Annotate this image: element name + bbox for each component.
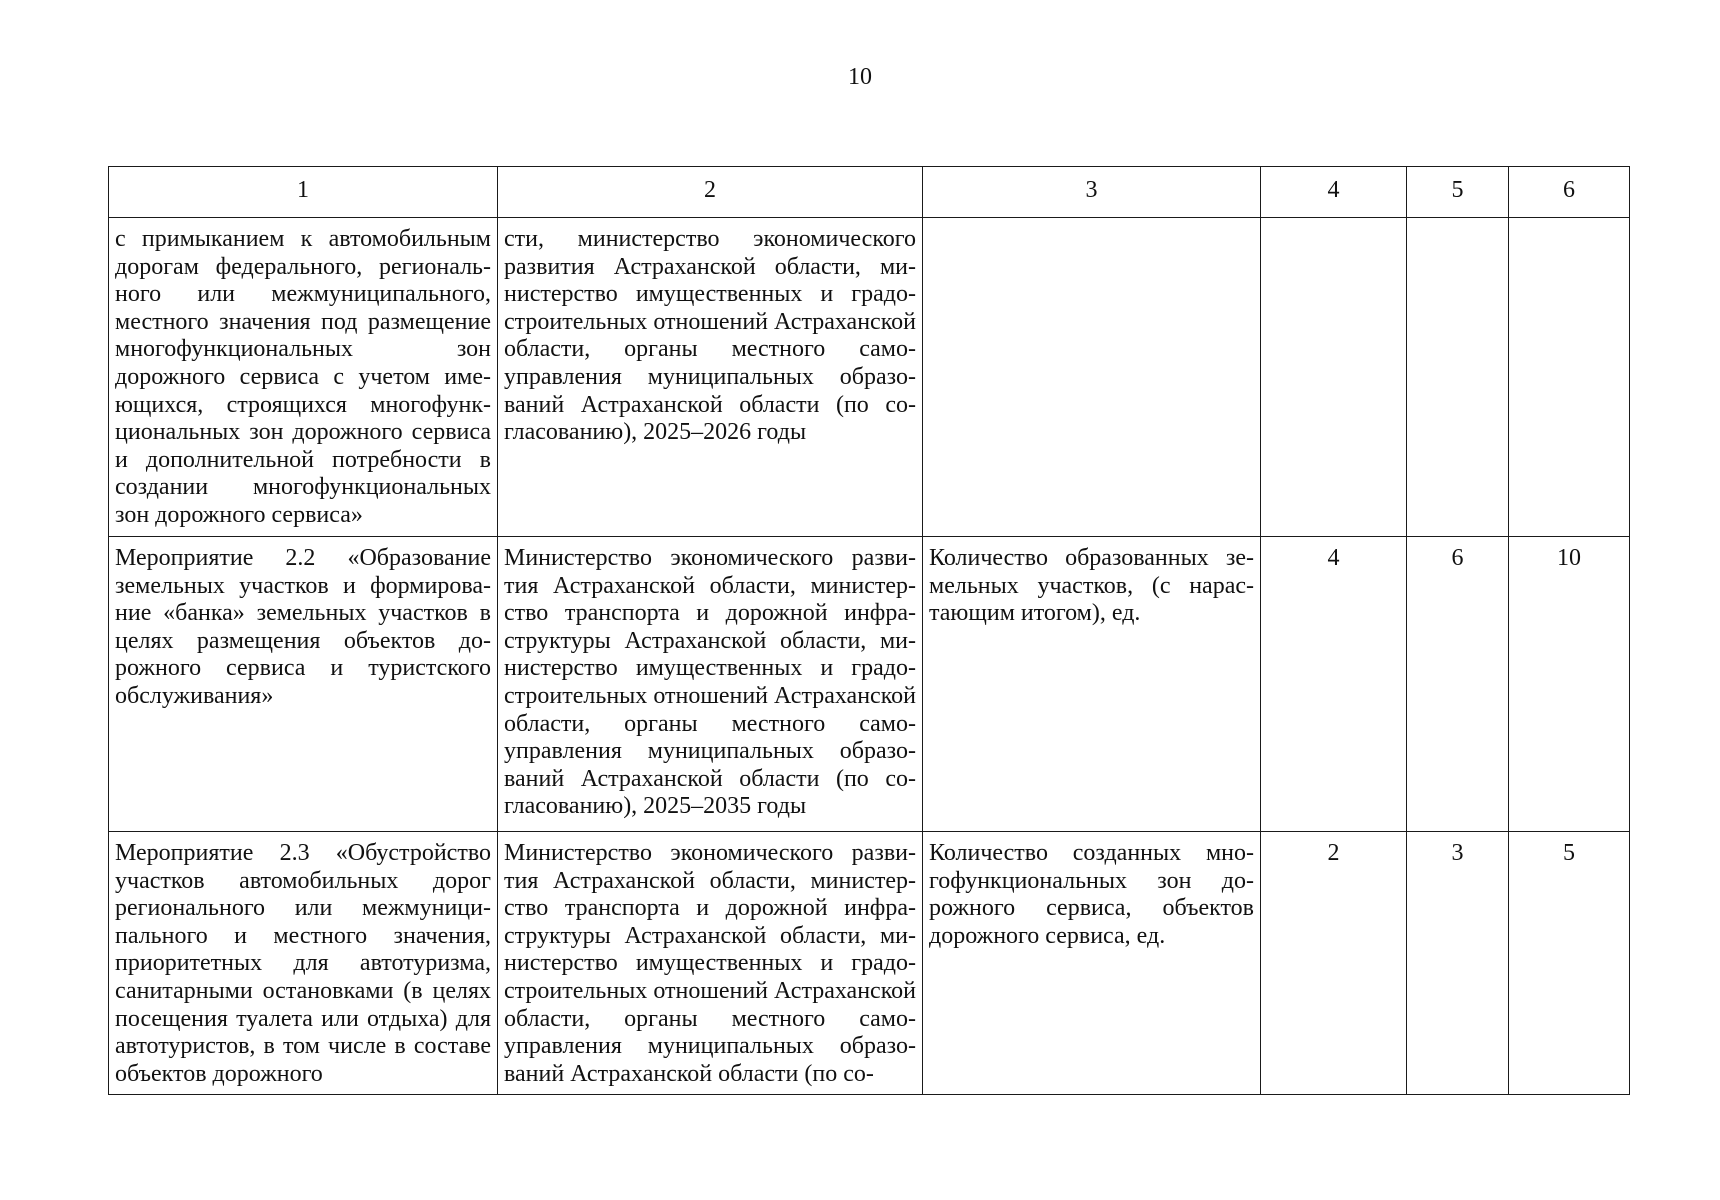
- column-header-2: 2: [498, 167, 923, 218]
- value-cell-4: [1261, 218, 1407, 537]
- value-cell-6: 10: [1509, 537, 1630, 832]
- column-header-1: 1: [109, 167, 498, 218]
- value-cell-4: 2: [1261, 832, 1407, 1095]
- responsible-cell: сти, министерство экономического развития Астраханской области, министерство имущественных и градостроительных отношений Астраханской области, органы местного самоуправления муниципальных образований Астраханской области (по согласованию), 2025–2026 годы: [498, 218, 923, 537]
- measure-name-cell: Мероприятие 2.3 «Обустройство участков автомобильных дорог регионального или межмуниципального и местного значения, приоритетных для автотуризма, санитарными остановками (в целях посещения туалета или отдыха) для автотуристов, в том числе в составе объектов дорожного: [109, 832, 498, 1095]
- table-row: [109, 537, 1630, 832]
- page-number: 10: [848, 64, 872, 90]
- value-cell-5: 6: [1407, 537, 1509, 832]
- column-header-4: 4: [1261, 167, 1407, 218]
- value-cell-4: 4: [1261, 537, 1407, 832]
- value-cell-5: [1407, 218, 1509, 537]
- value-cell-6: [1509, 218, 1630, 537]
- indicator-cell: Количество образованных земельных участков, (с нарастающим итогом), ед.: [923, 537, 1261, 832]
- table-header-row: [109, 167, 1630, 218]
- measure-name-cell: Мероприятие 2.2 «Образование земельных участков и формирование «банка» земельных участков в целях размещения объектов дорожного сервиса и туристского обслуживания»: [109, 537, 498, 832]
- value-cell-5: 3: [1407, 832, 1509, 1095]
- table-row: [109, 832, 1630, 1095]
- indicator-cell: [923, 218, 1261, 537]
- table-row: [109, 218, 1630, 537]
- value-cell-6: 5: [1509, 832, 1630, 1095]
- measure-name-cell: с примыканием к автомобильным дорогам федерального, регионального или межмуниципального, местного значения под размещение многофункциональных зон дорожного сервиса с учетом имеющихся, строящихся многофункциональных зон дорожного сервиса и дополнительной потребности в создании многофункциональных зон дорожного сервиса»: [109, 218, 498, 537]
- column-header-6: 6: [1509, 167, 1630, 218]
- indicator-cell: Количество созданных многофункциональных зон дорожного сервиса, объектов дорожного сервиса, ед.: [923, 832, 1261, 1095]
- column-header-3: 3: [923, 167, 1261, 218]
- responsible-cell: Министерство экономического развития Астраханской области, министерство транспорта и дорожной инфраструктуры Астраханской области, министерство имущественных и градостроительных отношений Астраханской области, органы местного самоуправления муниципальных образований Астраханской области (по согласованию), 2025–2035 годы: [498, 537, 923, 832]
- responsible-cell: Министерство экономического развития Астраханской области, министерство транспорта и дорожной инфраструктуры Астраханской области, министерство имущественных и градостроительных отношений Астраханской области, органы местного самоуправления муниципальных образований Астраханской области (по со-: [498, 832, 923, 1095]
- column-header-5: 5: [1407, 167, 1509, 218]
- measures-table: [108, 166, 1630, 1095]
